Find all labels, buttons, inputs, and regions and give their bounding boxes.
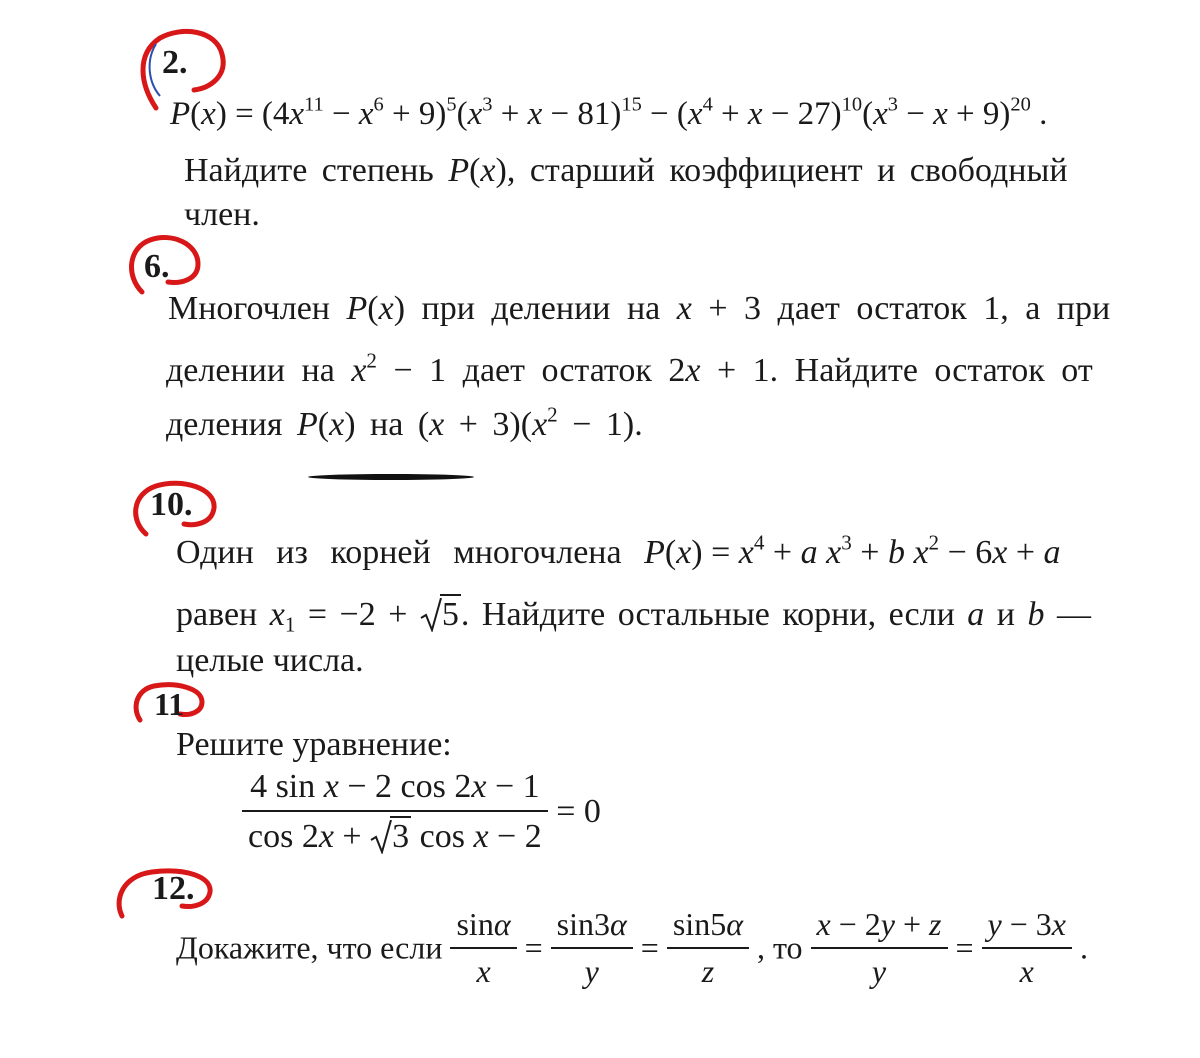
problem-2-text-b: , старший коэффициент и свободный (506, 152, 1068, 189)
problem-12-text-b: , то (756, 929, 803, 966)
problem-10-text-d: и (996, 596, 1015, 633)
problem-10-text-b: равен (176, 596, 258, 633)
problem-6-line2: делении на $x^2 - 1$ дает остаток 2x + 1. Найдите остаток от (166, 348, 1093, 389)
problem-6-text-b: при делении на (421, 290, 661, 327)
problem-6-text-g: деления (166, 406, 283, 443)
problem-6-text-h: на (370, 406, 404, 443)
problem-6-text-c: дает остаток 1, а при (777, 290, 1111, 327)
problem-10-line3: целые числа. (176, 642, 364, 679)
problem-number-12: 12. (152, 870, 195, 907)
problem-11-line1: Решите уравнение: (176, 726, 452, 763)
problem-number-6: 6. (144, 248, 170, 285)
problem-10-line1: Один из корней многочлена $P(x) = x^4 + a$ $x^3 + b$ $x^2 - 6x + a$ (176, 530, 1061, 571)
separator-line (308, 474, 474, 480)
problem-number-10: 10. (150, 486, 193, 523)
sqrt-5: 5 (420, 594, 461, 634)
problem-number-11: 11 (154, 686, 185, 722)
problem-2-formula: $P(x) = (4x^{11} - x^6 + 9)^5(x^3 + x - 81)^{15} - (x^4 + x - 27)^{10}(x^3 - x + 9)^{20}$ . (170, 93, 1048, 132)
problem-6-text-d: делении на (166, 352, 335, 389)
problem-6-text-f: . Найдите остаток от (769, 352, 1093, 389)
problem-11-equation: 4 sin x − 2 cos 2x − 1 cos 2x + 3 cos x − 2 = 0 (242, 768, 601, 856)
problem-10-text-c: . Найдите остальные корни, если (460, 596, 955, 633)
problem-2-text-line1: Найдите степень P(x), старший коэффициент и свободный (184, 152, 1068, 189)
problem-10-text-e: — (1056, 596, 1091, 633)
problem-6-text-e: дает остаток (462, 352, 652, 389)
problem-2-text-line2: член. (184, 196, 260, 233)
problem-6-line1: Многочлен P(x) при делении на x + 3 дает остаток 1, а при (168, 290, 1111, 327)
problem-6-text-a: Многочлен (168, 290, 330, 327)
problem-6-line3: деления P(x) на $(x + 3)(x^2 - 1)$. (166, 402, 643, 443)
problem-10-text-a: Один из корней многочлена (176, 534, 622, 571)
problem-12-line1: Докажите, что если $\frac{\sin\alpha}{x}$ = $\frac{\sin 3\alpha}{y}$ = $\frac{\sin 5\alpha}{z}$ , то $\frac{x - 2y + z}{y}$ = $\frac{y - 3x}{x}$ . (176, 906, 1088, 989)
problem-number-2: 2. (162, 44, 188, 81)
problem-11-fraction: 4 sin x − 2 cos 2x − 1 cos 2x + 3 cos x − 2 (242, 768, 548, 856)
problem-10-line2: равен $x_1 = -2$ + 5. Найдите остальные корни, если a и b — (176, 596, 1091, 637)
problem-2-text-a: Найдите степень (184, 152, 434, 189)
problem-12-text-a: Докажите, что если (176, 929, 443, 966)
